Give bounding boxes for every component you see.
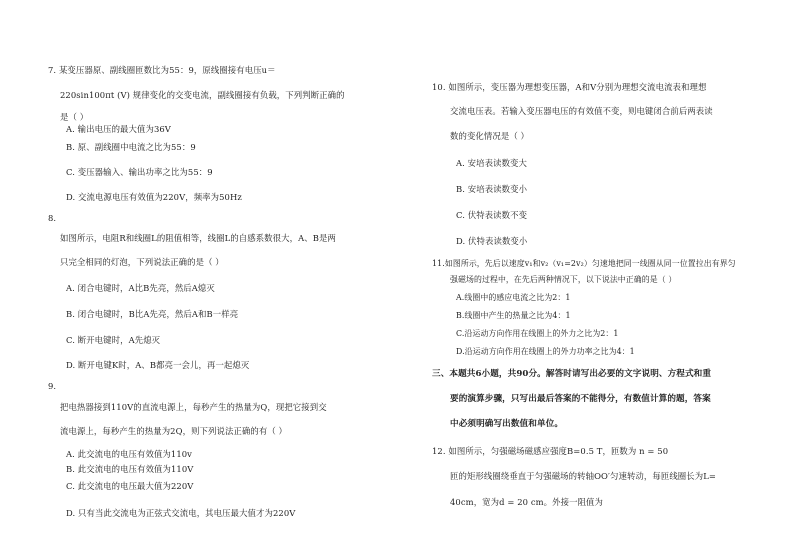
q9-option-d: D. 只有当此交流电为正弦式交流电，其电压最大值才为220V	[66, 508, 296, 518]
q12-stem-line-3: 40cm，宽为d = 20 cm。外接一阻值为	[450, 497, 603, 507]
q8-option-d: D. 断开电键K时，A、B都亮一会儿，再一起熄灭	[66, 360, 250, 370]
q11-option-c: C.沿运动方向作用在线圈上的外力之比为2：1	[456, 329, 619, 338]
q10-option-c: C. 伏特表读数不变	[456, 210, 528, 220]
q12-stem-line-2: 匝的矩形线圈绕垂直于匀强磁场的转轴OO′匀速转动，每匝线圈长为L=	[450, 471, 717, 481]
q8-number: 8.	[48, 213, 57, 223]
q8-option-a: A. 闭合电键时，A比B先亮，然后A熄灭	[66, 283, 215, 293]
section-3-line-1: 三、本题共6小题，共90分。解答时请写出必要的文字说明、方程式和重	[432, 369, 712, 379]
q10-stem-line-1: 10. 如图所示，变压器为理想变压器，A和V分别为理想交流电流表和理想	[432, 82, 707, 92]
q9-option-c: C. 此交流电的电压最大值为220V	[66, 481, 194, 491]
q7-stem-line-2: 220sin100πt (V) 规律变化的交变电流，副线圈接有负载，下列判断正确的	[60, 90, 345, 100]
section-3-line-2: 要的演算步骤，只写出最后答案的不能得分，有数值计算的题，答案	[450, 394, 711, 404]
q10-stem-line-2: 交流电压表。若输入变压器电压的有效值不变，则电键闭合前后两表读	[450, 106, 713, 116]
q8-option-c: C. 断开电键时，A先熄灭	[66, 335, 161, 345]
q11-stem-line-1: 11.如图所示，先后以速度v₁和v₂（v₁=2v₂）匀速地把同一线圈从同一位置拉出有界匀	[432, 259, 736, 268]
q11-option-a: A.线圈中的感应电流之比为2：1	[456, 293, 571, 302]
q7-stem-line-3: 是（ ）	[60, 112, 89, 122]
q7-stem-line-1: 7. 某变压器原、副线圈匝数比为55：9，原线圈接有电压u＝	[48, 65, 276, 75]
q7-option-d: D. 交流电源电压有效值为220V，频率为50Hz	[66, 192, 242, 202]
q9-option-b: B. 此交流电的电压有效值为110V	[66, 464, 194, 474]
q8-stem-line-2: 只完全相同的灯泡，下列说法正确的是（ ）	[60, 257, 224, 267]
q9-stem-line-2: 流电源上，每秒产生的热量为2Q，则下列说法正确的有（ ）	[60, 426, 288, 436]
section-3-line-3: 中必须明确写出数值和单位。	[450, 419, 564, 429]
q7-option-c: C. 变压器输入、输出功率之比为55：9	[66, 167, 213, 177]
q10-option-b: B. 安培表读数变小	[456, 184, 528, 194]
q9-stem-line-1: 把电热器接到110V的直流电源上，每秒产生的热量为Q，现把它接到交	[60, 402, 327, 412]
q12-stem-line-1: 12. 如图所示，匀强磁场磁感应强度B=0.5 T，匝数为 n = 50	[432, 446, 669, 456]
q10-stem-line-3: 数的变化情况是（ ）	[450, 131, 530, 141]
q11-option-d: D.沿运动方向作用在线圈上的外力功率之比为4：1	[456, 347, 635, 356]
q9-number: 9.	[48, 381, 57, 391]
q7-option-a: A. 输出电压的最大值为36V	[66, 124, 171, 134]
q11-option-b: B.线圈中产生的热量之比为4：1	[456, 311, 571, 320]
q10-option-a: A. 安培表读数变大	[456, 158, 527, 168]
q11-stem-line-2: 强磁场的过程中，在先后两种情况下，以下说法中正确的是（ ）	[450, 275, 677, 284]
q7-option-b: B. 原、副线圈中电流之比为55：9	[66, 142, 196, 152]
q8-stem-line-1: 如图所示，电阻R和线圈L的阻值相等，线圈L的自感系数很大，A、B是两	[60, 233, 336, 243]
q10-option-d: D. 伏特表读数变小	[456, 236, 528, 246]
q9-option-a: A. 此交流电的电压有效值为110v	[66, 449, 193, 459]
q8-option-b: B. 闭合电键时，B比A先亮，然后A和B一样亮	[66, 309, 239, 319]
